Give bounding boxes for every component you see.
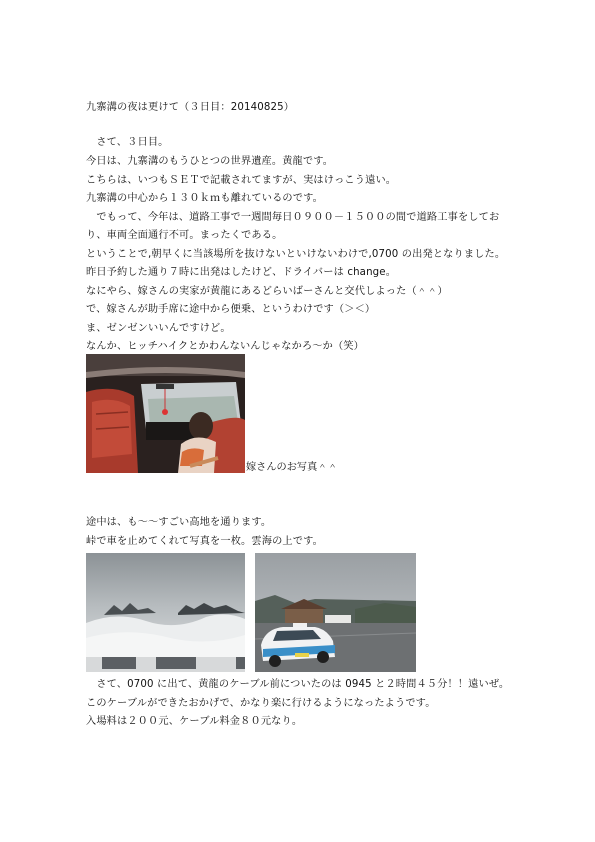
taxi-parking-photo <box>255 553 416 672</box>
text-line: 途中は、も～～すごい高地を通ります。 <box>86 517 272 528</box>
text-line: 峠で車を止めてくれて写真を一枚。雲海の上です。 <box>86 536 323 547</box>
text-line: り、車両全面通行不可。まったくである。 <box>86 230 283 241</box>
text-line: このケーブルができたおかげで、かなり楽に行けるようになったようです。 <box>86 698 436 709</box>
text-line: 今日は、九寨溝のもうひとつの世界遺産。黄龍です。 <box>86 156 334 167</box>
text-line: 昨日予約した通り７時に出発はしたけど、ドライバーは change。 <box>86 267 397 278</box>
page-title: 九寨溝の夜は更けて（３日目：20140825） <box>86 102 295 113</box>
text-line: 入場料は２００元、ケーブル料金８０元なり。 <box>86 716 303 727</box>
text-line: さて、0700 に出て、黄龍のケーブル前についたのは 0945 と２時間４５分！！遠いぜ。 <box>86 679 510 690</box>
text-line: さて、３日目。 <box>86 137 169 148</box>
text-line: で、嫁さんが助手席に途中から便乗、というわけです（＞＜） <box>86 304 376 315</box>
text-line: なんか、ヒッチハイクとかわんないんじゃなかろ～か（笑） <box>86 341 364 352</box>
sea-of-clouds-photo <box>86 553 245 672</box>
text-line: こちらは、いつもＳＥＴで記載されてますが、実はけっこう遠い。 <box>86 175 397 186</box>
text-line: でもって、今年は、道路工事で一週間毎日０９００－１５００の間で道路工事をしてお <box>86 212 500 223</box>
text-line: ということで,朝早くに当該場所を抜けないといけないわけで,0700 の出発となりました。 <box>86 249 506 260</box>
photo-caption: 嫁さんのお写真＾＾ <box>246 462 338 473</box>
text-line: なにやら、嫁さんの実家が黄龍にあるどらいばーさんと交代しよった（＾＾） <box>86 286 448 297</box>
text-line: ま、ゼンゼンいいんですけど。 <box>86 323 231 334</box>
text-line: 九寨溝の中心から１３０ｋｍも離れているのです。 <box>86 193 323 204</box>
car-interior-photo <box>86 354 245 473</box>
